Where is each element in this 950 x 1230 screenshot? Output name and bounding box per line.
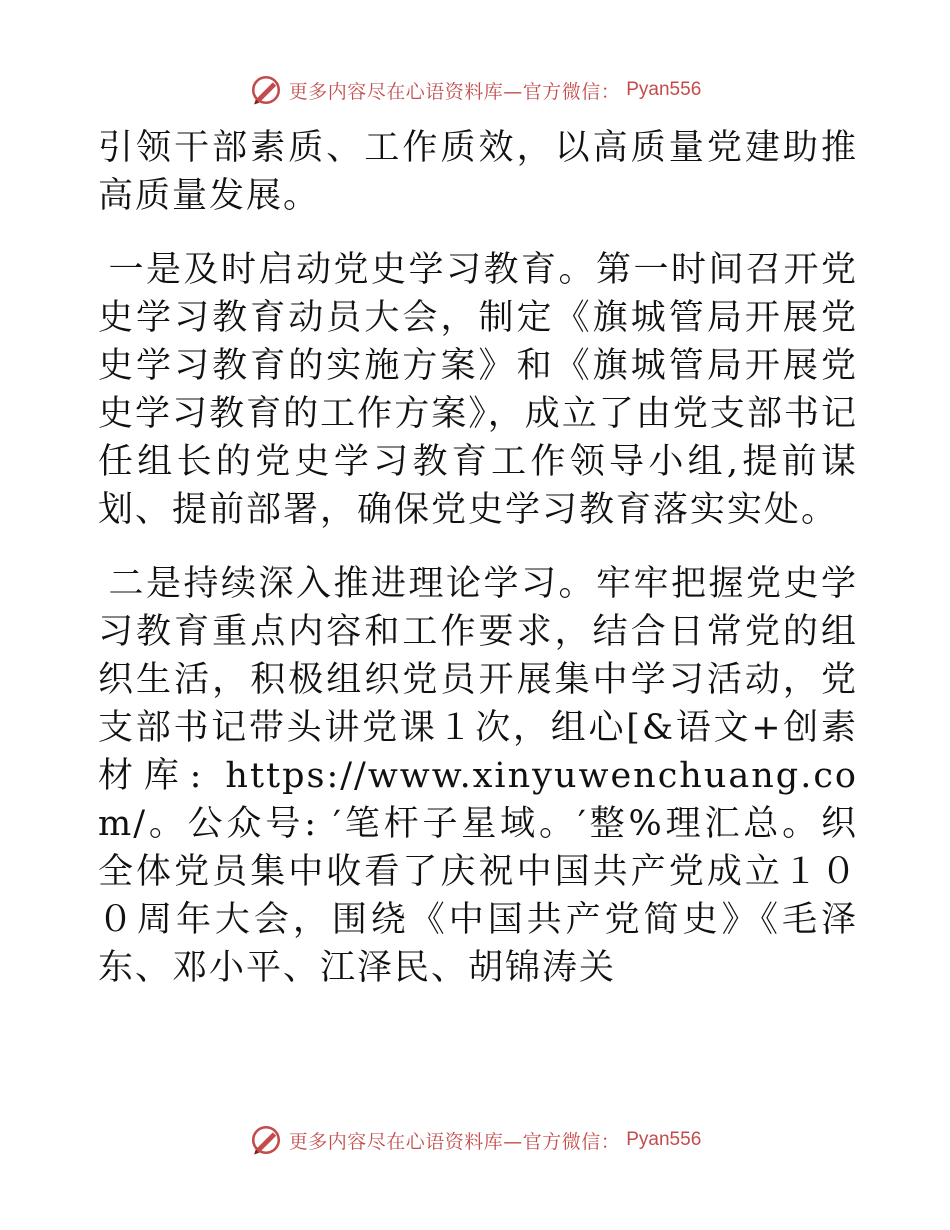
paragraph-1: 引领干部素质、工作质效，以高质量党建助推高质量发展。	[98, 128, 858, 216]
watermark-text: 更多内容尽在心语资料库—官方微信：	[288, 80, 621, 103]
footer-watermark	[0, 1122, 950, 1158]
document-body	[98, 124, 858, 992]
header-watermark	[0, 72, 950, 108]
paragraph-3	[98, 560, 858, 992]
paragraph-2	[98, 246, 858, 534]
pen-logo-icon	[249, 1123, 283, 1157]
paragraph-3-text: 二是持续深入推进理论学习。牢牢把握党史学习教育重点内容和工作要求，结合日常党的组织生活，积极组织党员开展集中学习活动，党支部书记带头讲党课１次，组心[&语文+创素材库: https://www.xinyuwenchuang.com/。公众号: ′笔杆子星域。′整%理汇总。织全体党员集中收看了庆祝中国共产党成立１００周年大会，围绕《中国共产党简史》《毛泽东、邓小平、江泽民、胡锦涛关	[98, 564, 858, 988]
pen-logo-icon	[249, 73, 283, 107]
watermark-text: 更多内容尽在心语资料库—官方微信：	[288, 1130, 621, 1153]
watermark-wechat-id: Pyan556	[626, 1129, 702, 1150]
paragraph-2-text: 一是及时启动党史学习教育。第一时间召开党史学习教育动员大会，制定《旗城管局开展党史学习教育的实施方案》和《旗城管局开展党史学习教育的工作方案》，成立了由党支部书记任组长的党史学习教育工作领导小组,提前谋划、提前部署，确保党史学习教育落实实处。	[98, 250, 858, 530]
watermark-wechat-id: Pyan556	[626, 79, 702, 100]
